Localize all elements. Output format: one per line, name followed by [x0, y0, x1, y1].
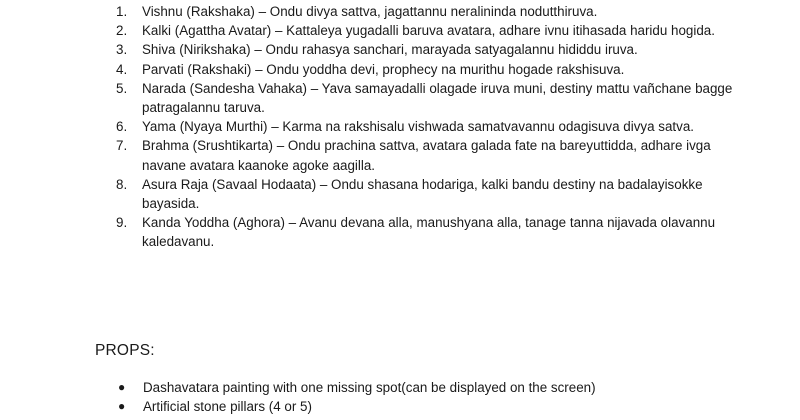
character-list	[116, 2, 736, 252]
list-number: 6.	[116, 119, 128, 135]
list-item	[116, 213, 736, 251]
list-item	[116, 40, 736, 59]
list-number: 3.	[116, 42, 128, 58]
list-item-text: Narada (Sandesha Vahaka) – Yava samayadalli olagade iruva muni, destiny mattu vañchane bagge patragalannu taruva.	[142, 80, 733, 116]
list-item-text: Shiva (Nirikshaka) – Ondu rahasya sanchari, marayada satyagalannu hididdu iruva.	[142, 42, 638, 58]
list-item	[116, 117, 736, 136]
list-number: 7.	[116, 138, 128, 154]
bullet-icon: ●	[118, 380, 126, 394]
list-number: 8.	[116, 176, 128, 192]
list-item-text: Vishnu (Rakshaka) – Ondu divya sattva, jagattannu neralininda nodutthiruva.	[142, 4, 598, 19]
list-item	[116, 79, 736, 117]
list-item-text: Parvati (Rakshaki) – Ondu yoddha devi, prophecy na murithu hogade rakshisuva.	[142, 61, 625, 77]
list-number: 2.	[116, 23, 128, 39]
list-number: 9.	[116, 215, 128, 231]
list-item	[116, 21, 736, 40]
list-number: 4.	[116, 61, 128, 77]
list-number: 1.	[116, 4, 128, 19]
list-number: 5.	[116, 80, 128, 96]
list-item-text: Artificial stone pillars (4 or 5)	[143, 399, 312, 415]
list-item-text: Yama (Nyaya Murthi) – Karma na rakshisalu vishwada samatvavannu odagisuva divya satva.	[142, 119, 695, 135]
list-item-text: Kanda Yoddha (Aghora) – Avanu devana alla, manushyana alla, tanage tanna nijavada olavannu kaledavanu.	[142, 215, 716, 250]
list-item-text: Kalki (Agattha Avatar) – Kattaleya yugadalli baruva avatara, adhare ivnu itihasada haridu hogida.	[142, 23, 715, 39]
bullet-icon: ●	[118, 399, 126, 414]
list-item	[116, 175, 736, 213]
list-item-text: Asura Raja (Savaal Hodaata) – Ondu shasana hodariga, kalki bandu destiny na badalayisokke bayasida.	[142, 176, 703, 212]
props-heading: PROPS:	[95, 342, 155, 359]
props-list	[118, 378, 738, 416]
list-item	[116, 2, 736, 21]
list-item-text: Dashavatara painting with one missing spot(can be displayed on the screen)	[143, 380, 596, 395]
list-item	[116, 136, 736, 174]
list-item-text: Brahma (Srushtikarta) – Ondu prachina sattva, avatara galada fate na bareyuttidda, adhare ivga navane avatara kaanoke agoke aagilla.	[142, 138, 711, 173]
list-item	[118, 397, 738, 416]
list-item	[116, 60, 736, 79]
list-item	[118, 378, 738, 397]
